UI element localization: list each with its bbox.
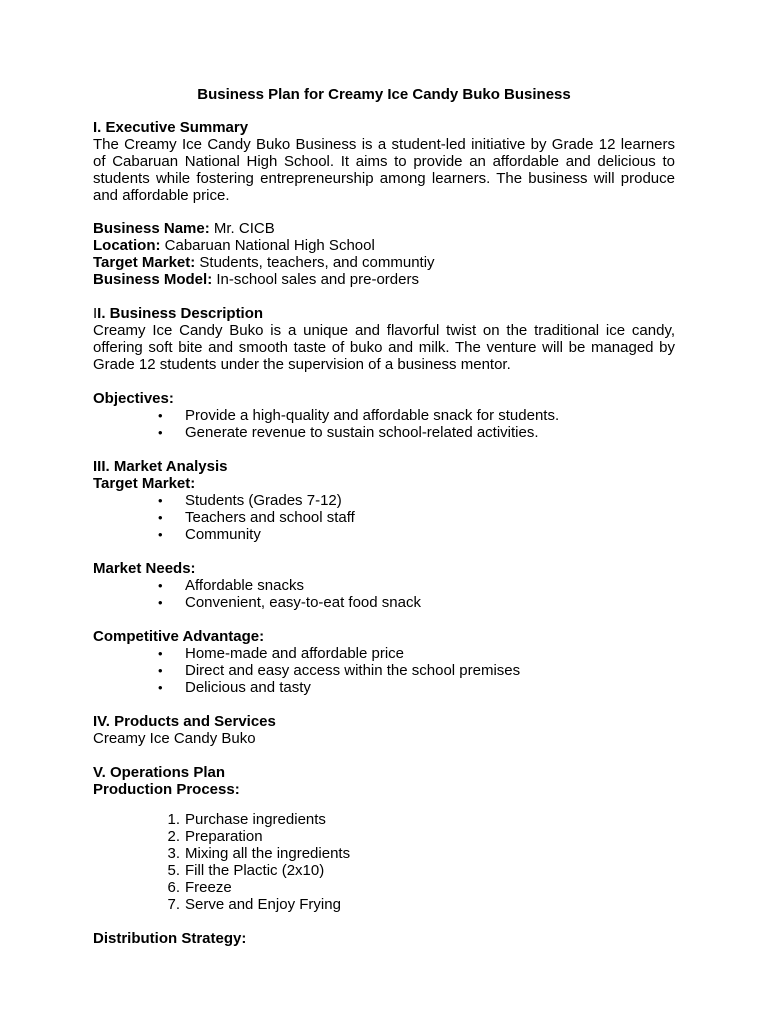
distribution-strategy-heading: Distribution Strategy: — [93, 930, 247, 947]
business-info — [93, 220, 675, 288]
section-heading-operations: V. Operations Plan — [93, 764, 225, 781]
field-value: Mr. CICB — [209, 220, 275, 237]
executive-summary-paragraph: The Creamy Ice Candy Buko Business is a student-led initiative by Grade 12 learners of Cabaruan National High School. It aims to provide an affordable and delicious to students while fostering entrepreneurship among learners. The business will produce and affordable price. — [93, 136, 675, 204]
step-number: 7. — [167, 896, 180, 913]
list-item: • Generate revenue to sustain school-related activities. — [93, 424, 675, 441]
step-number: 3. — [167, 845, 180, 862]
competitive-advantage-list — [93, 645, 675, 696]
field-value: In-school sales and pre-orders — [212, 271, 419, 288]
section-heading-market-analysis: III. Market Analysis — [93, 458, 228, 475]
target-market-heading: Target Market: — [93, 475, 196, 492]
competitive-advantage-heading: Competitive Advantage: — [93, 628, 265, 645]
list-item — [93, 828, 675, 845]
step-number: 1. — [167, 811, 180, 828]
step-text: Serve and Enjoy Frying — [185, 896, 341, 913]
production-process-heading: Production Process: — [93, 781, 240, 798]
list-item: • Home-made and affordable price — [93, 645, 675, 662]
target-market-list — [93, 492, 675, 543]
list-item — [93, 896, 675, 913]
field-label: Business Model: — [93, 271, 213, 288]
step-number: 6. — [167, 879, 180, 896]
products-text: Creamy Ice Candy Buko — [93, 730, 256, 747]
list-item: • Direct and easy access within the school premises — [93, 662, 675, 679]
step-number: 5. — [167, 862, 180, 879]
target-market-line — [93, 254, 675, 271]
market-needs-heading: Market Needs: — [93, 560, 196, 577]
document-title: Business Plan for Creamy Ice Candy Buko Business — [197, 86, 571, 103]
production-steps-list — [93, 811, 675, 913]
list-item: • Provide a high-quality and affordable snack for students. — [93, 407, 675, 424]
step-text: Fill the Plactic (2x10) — [185, 862, 325, 879]
objectives-heading: Objectives: — [93, 390, 174, 407]
field-value: Cabaruan National High School — [160, 237, 375, 254]
step-text: Mixing all the ingredients — [185, 845, 351, 862]
step-text: Freeze — [185, 879, 232, 896]
objectives-list — [93, 407, 675, 441]
list-item — [93, 811, 675, 828]
list-item: • Delicious and tasty — [93, 679, 675, 696]
step-text: Preparation — [185, 828, 263, 845]
document-page — [93, 86, 675, 947]
list-item: • Affordable snacks — [93, 577, 675, 594]
list-item: • Teachers and school staff — [93, 509, 675, 526]
section-heading-products: IV. Products and Services — [93, 713, 276, 730]
list-item — [93, 845, 675, 862]
market-needs-list — [93, 577, 675, 611]
field-label: Target Market: — [93, 254, 196, 271]
step-text: Purchase ingredients — [185, 811, 326, 828]
section-heading-business-description — [93, 305, 675, 322]
list-item: • Students (Grades 7-12) — [93, 492, 675, 509]
step-number: 2. — [167, 828, 180, 845]
list-item: • Convenient, easy-to-eat food snack — [93, 594, 675, 611]
field-label: Business Name: — [93, 220, 210, 237]
list-item — [93, 879, 675, 896]
list-item — [93, 862, 675, 879]
business-name-line — [93, 220, 675, 237]
section-heading-executive-summary: I. Executive Summary — [93, 119, 249, 136]
heading-prefix: I — [93, 305, 98, 322]
field-label: Location: — [93, 237, 161, 254]
location-line — [93, 237, 675, 254]
business-model-line — [93, 271, 675, 288]
field-value: Students, teachers, and communtiy — [195, 254, 435, 271]
heading-rest: I. Business Description — [97, 305, 264, 322]
list-item: • Community — [93, 526, 675, 543]
business-description-paragraph: Creamy Ice Candy Buko is a unique and flavorful twist on the traditional ice candy, offering soft bite and smooth taste of buko and milk. The venture will be managed by Grade 12 students under the supervision of a business mentor. — [93, 322, 675, 373]
